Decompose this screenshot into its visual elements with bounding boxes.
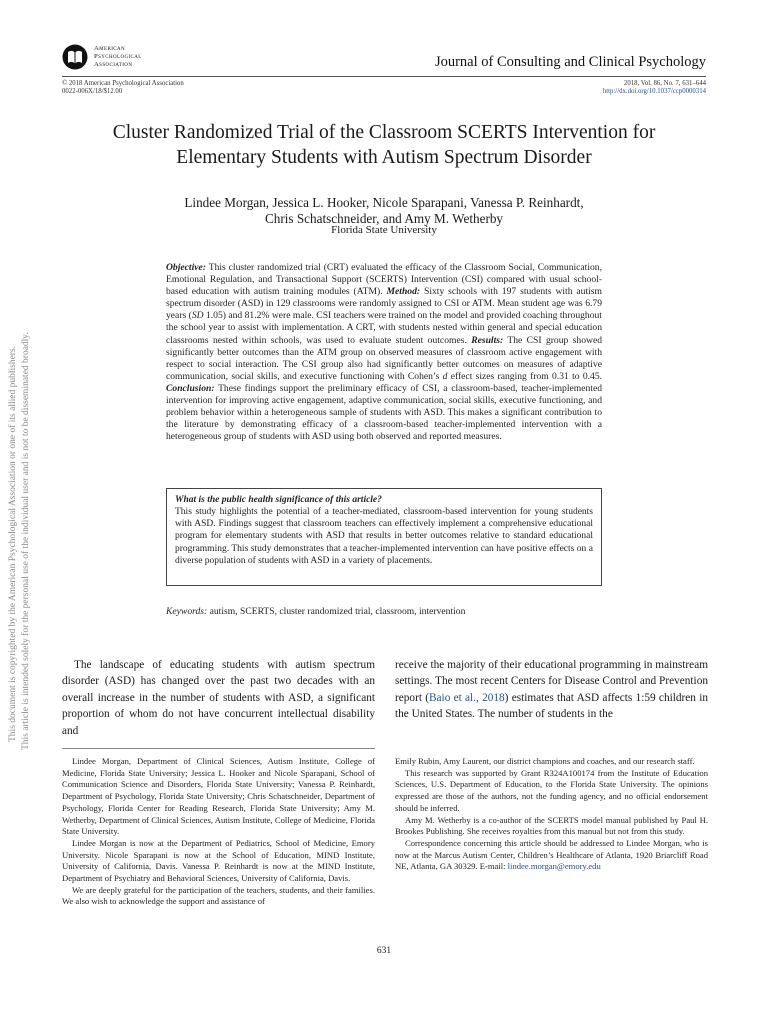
doi-link[interactable]: http://dx.doi.org/10.1037/ccp0000314 <box>602 88 706 96</box>
keywords: Keywords: autism, SCERTS, cluster randomized trial, classroom, intervention <box>166 606 466 617</box>
header-rule <box>62 76 706 77</box>
significance-text: This study highlights the potential of a teacher-mediated, classroom-based intervention for young students with ASD. Findings suggest that classroom teachers can effectively implement a comprehensive educational program for elementary students with ASD that results in better outcomes relative to standard educational programming. This study demonstrates that a teacher-implemented intervention can have positive effects on a diverse population of students with ASD in a variety of placements. <box>175 507 593 566</box>
apa-logo <box>62 42 202 72</box>
footnote-rule <box>62 748 375 749</box>
citation-info <box>603 80 706 96</box>
footnotes-left: Lindee Morgan, Department of Clinical Sciences, Autism Institute, College of Medicine, Florida State University; Jessica L. Hooker and Nicole Sparapani, School of Communication Science and Disorders, Florida State University; Vanessa P. Reinhardt, Department of Psychology, Florida State University; Chris Schatschneider, Department of Psychology, Florida Center for Reading Research, Florida State University; Amy M. Wetherby, Department of Clinical Sciences, Autism Institute, College of Medicine, Florida State University. Lindee Morgan is now at the Department of Pediatrics, School of Medicine, Emory University. Nicole Sparapani is now at the School of Education, MIND Institute, University of California, Davis. Vanessa P. Reinhardt is now at the MIND Institute, Department of Psychiatry and Behavioral Sciences, University of California, Davis. We are deeply grateful for the participation of the teachers, students, and their families. We also wish to acknowledge the support and assistance of <box>62 756 375 907</box>
author-list: Lindee Morgan, Jessica L. Hooker, Nicole Sparapani, Vanessa P. Reinhardt, Chris Schatschneider, and Amy M. Wetherby <box>184 195 584 226</box>
issn: 0022-006X/18/$12.00 <box>62 88 123 96</box>
article-title: Cluster Randomized Trial of the Classroom SCERTS Intervention for Elementary Students with Autism Spectrum Disorder <box>112 122 656 168</box>
page-number: 631 <box>376 946 392 956</box>
body-column-right: receive the majority of their educational programming in mainstream settings. The most recent Centers for Disease Control and Prevention report (Baio et al., 2018) estimates that ASD affects 1:59 children in the United States. The number of students in the <box>395 659 708 721</box>
body-column-left: The landscape of educating students with autism spectrum disorder (ASD) has changed over the past two decades with an overall increase in the number of students with ASD, a significant proportion of whom do not have concurrent intellectual disability and <box>62 659 375 737</box>
journal-title: Journal of Consulting and Clinical Psychology <box>434 54 706 70</box>
abstract: Objective: This cluster randomized trial (CRT) evaluated the efficacy of the Classroom Social, Communication, Emotional Regulation, and Transactional Support (SCERTS) Intervention (CSI) compared with usual school-based education with autism training modules (ATM). Method: Sixty schools with 197 students with autism spectrum disorder (ASD) in 129 classrooms were randomly assigned to CSI or ATM. Mean student age was 6.79 years (SD 1.05) and 81.2% were male. CSI teachers were trained on the model and provided coaching throughout the school year to assist with implementation. A CRT, with students nested within general and special education classrooms nested within schools, was used to evaluate student outcomes. Results: The CSI group showed significantly better outcomes than the ATM group on observed measures of classroom active engagement with respect to social interaction. The CSI group also had significantly better outcomes on measures of adaptive communication, social skills, and executive functioning with Cohen’s d effect sizes ranging from 0.31 to 0.45. Conclusion: These findings support the preliminary efficacy of CSI, a classroom-based, teacher-implemented intervention for improving active engagement, adaptive communication, social skills, executive functioning, and problem behavior within a heterogeneous sample of students with ASD. This makes a significant contribution to the literature by demonstrating efficacy of a classroom-based teacher-implemented intervention with a heterogeneous group of students with ASD using both observed and reported measures. <box>166 262 603 443</box>
apa-logo-icon <box>62 44 88 70</box>
affiliation: Florida State University <box>331 224 437 236</box>
significance-box <box>166 488 602 586</box>
usage-side-notice: This article is intended solely for the personal use of the individual user and is not to be disseminated broadly. <box>21 332 31 750</box>
copyright-side-notice: This document is copyrighted by the American Psychological Association or one of its allied publishers. <box>8 345 18 742</box>
email-link[interactable]: lindee.morgan@emory.edu <box>507 861 601 872</box>
volume-info: 2018, Vol. 86, No. 7, 631–644 <box>623 80 706 87</box>
significance-heading: What is the public health significance of this article? <box>175 495 382 505</box>
copyright-info <box>62 80 184 96</box>
copyright: © 2018 American Psychological Association <box>62 80 184 87</box>
citation-link[interactable]: Baio et al., 2018 <box>429 691 505 704</box>
footnotes-right: Emily Rubin, Amy Laurent, our district champions and coaches, and our research staff. This research was supported by Grant R324A100174 from the Institute of Education Sciences, U.S. Department of Education, to the Florida State University. The opinions expressed are those of the authors, not the funding agency, and no official endorsement should be inferred. Amy M. Wetherby is a co-author of the SCERTS model manual published by Paul H. Brookes Publishing. She receives royalties from this manual but not from this study. Correspondence concerning this article should be addressed to Lindee Morgan, who is now at the Marcus Autism Center, Children’s Healthcare of Atlanta, 1920 Briarcliff Road NE, Atlanta, GA 30329. E-mail: lindee.morgan@emory.edu <box>395 756 708 872</box>
apa-logo-text: American Psychological Association <box>94 45 142 68</box>
